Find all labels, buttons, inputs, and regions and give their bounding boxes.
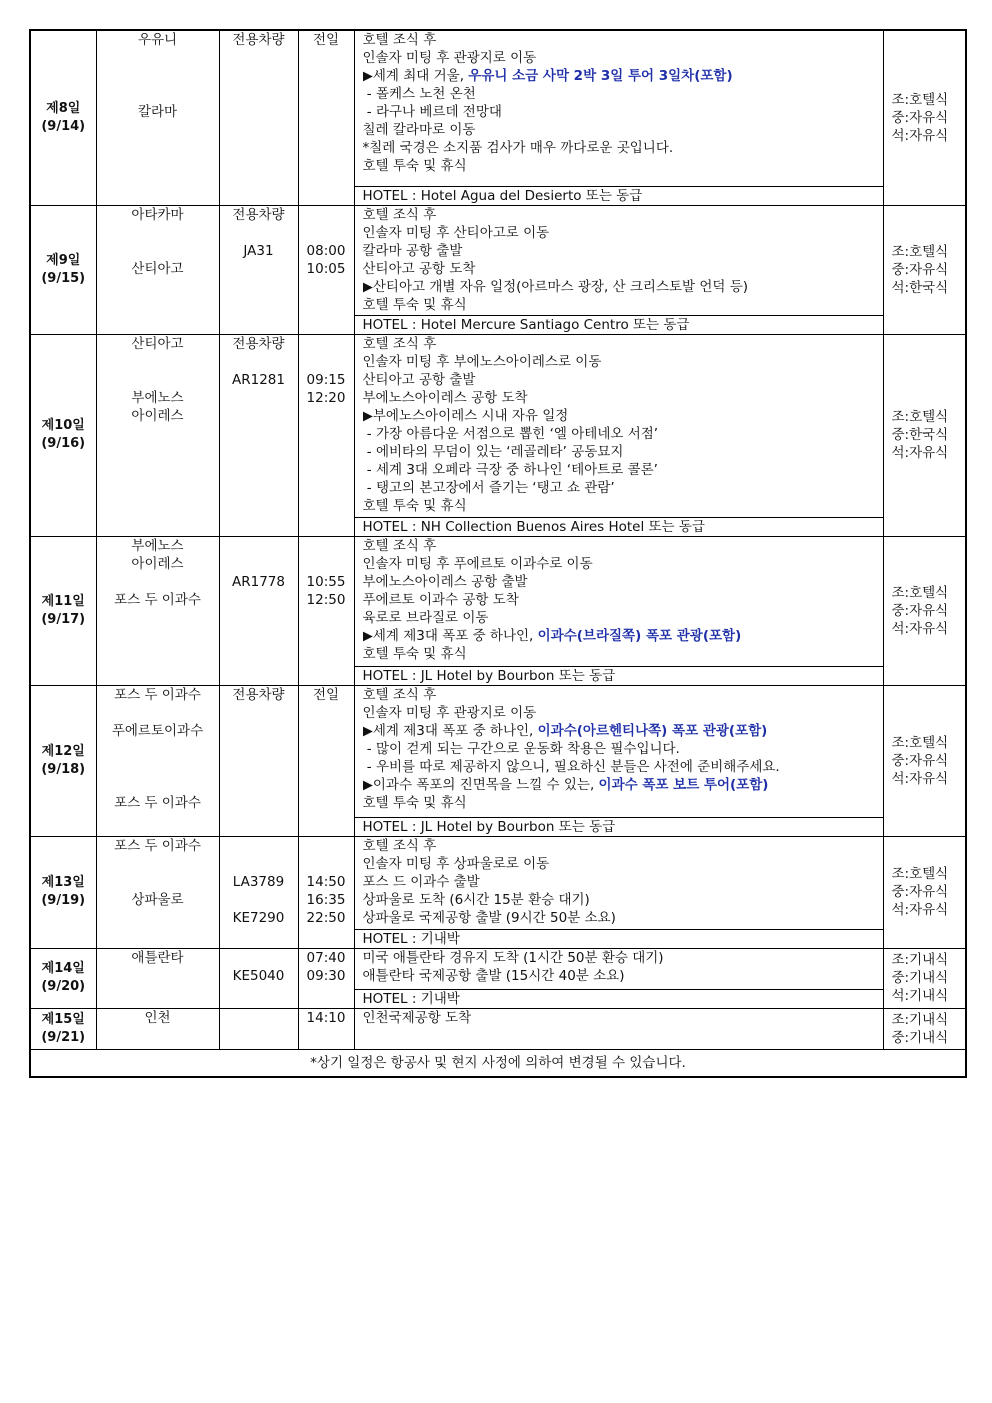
- city-name: [97, 873, 219, 891]
- hotel-line: HOTEL : 기내박: [355, 929, 883, 948]
- transport-label: [220, 555, 298, 573]
- schedule-line: [363, 242, 877, 260]
- city-name: [97, 139, 219, 157]
- city-name: 산티아고: [131, 260, 184, 277]
- city-name: 아이레스: [131, 407, 184, 424]
- meal-cell: [883, 536, 966, 685]
- city-name: [97, 85, 219, 103]
- schedule-line: [363, 776, 877, 794]
- city-name: [97, 758, 219, 776]
- day-label: 제11일: [41, 593, 85, 609]
- schedule-line: [363, 609, 877, 627]
- schedule-cell: [354, 536, 883, 685]
- time-value: 10:55: [306, 573, 346, 590]
- schedule-line: [363, 891, 877, 909]
- meal-item: 석:기내식: [891, 988, 949, 1004]
- schedule-line: [363, 758, 877, 776]
- city-name: [97, 371, 219, 389]
- schedule-line: [363, 407, 877, 425]
- transport-label: 전용차량: [232, 686, 285, 703]
- transport-label: [220, 224, 298, 242]
- day-row: [30, 334, 966, 536]
- city-cell: [96, 685, 219, 836]
- day-date: (9/21): [41, 1029, 86, 1045]
- hotel-line: HOTEL : Hotel Agua del Desierto 또는 동급: [355, 186, 883, 205]
- city-name: [97, 175, 219, 193]
- meal-item: 석:자유식: [891, 445, 949, 461]
- transport-label: [220, 537, 298, 555]
- city-cell: [96, 205, 219, 334]
- meal-item: 조:호텔식: [891, 409, 949, 425]
- schedule-line: [363, 1009, 877, 1027]
- time-value: [299, 855, 354, 873]
- trans-cell: [219, 948, 298, 1008]
- day-row: [30, 1008, 966, 1049]
- schedule-text: 호텔 조식 후: [362, 206, 437, 223]
- time-cell: [298, 948, 354, 1008]
- city-name: 애틀란타: [131, 949, 184, 966]
- time-cell: [298, 685, 354, 836]
- schedule-line: [363, 335, 877, 353]
- schedule-line: [363, 555, 877, 573]
- meal-item: 석:자유식: [891, 620, 949, 637]
- transport-label: [220, 837, 298, 855]
- schedule-text: 인솔자 미팅 후 관광지로 이동: [362, 704, 537, 721]
- time-cell: [298, 334, 354, 536]
- schedule-text: 포스 드 이과수 출발: [362, 873, 480, 890]
- day-label: 제10일: [41, 418, 85, 433]
- schedule-text: ▶이과수 폭포의 진면목을 느낄 수 있는,: [362, 776, 599, 793]
- time-value: [299, 335, 354, 353]
- schedule-text: 푸에르토 이과수 공항 도착: [362, 591, 519, 608]
- schedule-line: [363, 537, 877, 555]
- time-value: 22:50: [306, 909, 346, 926]
- city-name: [97, 573, 219, 591]
- schedule-line: [363, 704, 877, 722]
- transport-label: [220, 949, 298, 967]
- time-value: 08:00: [306, 242, 346, 259]
- meal-item: 중:자유식: [891, 602, 949, 619]
- meal-item: 중:자유식: [891, 109, 949, 126]
- schedule-text: ▶세계 제3대 폭포 중 하나인,: [362, 722, 538, 739]
- schedule-line: [363, 479, 877, 497]
- city-name: 인천: [144, 1009, 171, 1026]
- schedule-text: 칼라마 공항 출발: [362, 242, 463, 259]
- time-value: 09:30: [306, 967, 346, 984]
- day-cell: [30, 334, 96, 536]
- schedule-text: - 탱고의 본고장에서 즐기는 ‘탱고 쇼 관람’: [362, 479, 615, 496]
- day-label: 제13일: [41, 875, 85, 890]
- meal-cell: [883, 205, 966, 334]
- schedule-text: 산티아고 공항 도착: [362, 260, 476, 277]
- time-value: 전일: [312, 686, 340, 703]
- city-cell: [96, 334, 219, 536]
- schedule-text: - 가장 아름다운 서점으로 뽑힌 ‘엘 아테네오 서점’: [362, 425, 659, 442]
- footer-note: *상기 일정은 항공사 및 현지 사정에 의하여 변경될 수 있습니다.: [30, 1049, 966, 1077]
- day-cell: [30, 836, 96, 948]
- schedule-line: [363, 260, 877, 278]
- trans-cell: [219, 536, 298, 685]
- schedule-cell: [354, 334, 883, 536]
- schedule-line: [363, 206, 877, 224]
- schedule-line: [363, 389, 877, 407]
- city-name: 포스 두 이과수: [114, 837, 201, 854]
- day-date: (9/18): [41, 761, 86, 777]
- schedule-line: [363, 967, 877, 985]
- city-name: [97, 157, 219, 175]
- schedule-text: ▶부에노스아이레스 시내 자유 일정: [362, 407, 569, 424]
- schedule-text: 호텔 조식 후: [362, 537, 437, 554]
- transport-label: [220, 855, 298, 873]
- schedule-line: [363, 837, 877, 855]
- schedule-text: 칠레 칼라마로 이동: [362, 122, 476, 138]
- transport-label: 전용차량: [232, 206, 285, 223]
- meal-cell: [883, 948, 966, 1008]
- schedule-text: 인솔자 미팅 후 부에노스아이레스로 이동: [362, 353, 602, 370]
- meal-item: 조:호텔식: [891, 91, 949, 108]
- meal-item: 석:자유식: [891, 902, 949, 918]
- day-label: 제15일: [41, 1011, 85, 1027]
- day-label: 제12일: [41, 743, 85, 759]
- day-row: [30, 536, 966, 685]
- day-date: (9/15): [41, 270, 86, 286]
- schedule-text: 인솔자 미팅 후 산티아고로 이동: [362, 224, 550, 241]
- city-name: [97, 224, 219, 242]
- meal-item: 조:기내식: [891, 952, 949, 968]
- time-value: 10:05: [306, 260, 346, 277]
- schedule-line: [363, 85, 877, 103]
- city-name: 부에노스: [131, 389, 184, 406]
- hotel-line: HOTEL : JL Hotel by Bourbon 또는 동급: [355, 666, 883, 685]
- schedule-text: 육로로 브라질로 이동: [362, 609, 489, 626]
- city-cell: [96, 1008, 219, 1049]
- schedule-text: 미국 애틀란타 경유지 도착 (1시간 50분 환승 대기): [362, 949, 664, 966]
- hotel-line: HOTEL : 기내박: [355, 989, 883, 1008]
- schedule-text: - 에비타의 무덤이 있는 ‘레골레타’ 공동묘지: [362, 443, 624, 460]
- highlight-text: 이과수(아르헨티나쪽) 폭포 관광(포함): [537, 722, 768, 739]
- schedule-text: - 폴케스 노천 온천: [362, 86, 476, 102]
- schedule-text: 호텔 투숙 및 휴식: [362, 497, 467, 514]
- schedule-line: [363, 67, 877, 85]
- schedule-text: 부에노스아이레스 공항 도착: [362, 389, 528, 406]
- city-name: [97, 704, 219, 722]
- schedule-text: 호텔 투숙 및 휴식: [362, 296, 467, 313]
- trans-cell: [219, 1008, 298, 1049]
- city-name: [97, 121, 219, 139]
- city-cell: [96, 536, 219, 685]
- trans-cell: [219, 836, 298, 948]
- day-date: (9/19): [41, 893, 86, 908]
- day-row: [30, 836, 966, 948]
- schedule-cell: [354, 948, 883, 1008]
- city-name: 상파울로: [131, 891, 184, 908]
- schedule-line: [363, 573, 877, 591]
- schedule-text: 상파울로 국제공항 출발 (9시간 50분 소요): [362, 909, 616, 926]
- transport-label: AR1281: [232, 371, 285, 388]
- transport-label: AR1778: [232, 573, 285, 590]
- time-value: 16:35: [306, 891, 346, 908]
- transport-label: JA31: [243, 242, 274, 259]
- schedule-text: 산티아고 공항 출발: [362, 371, 476, 388]
- time-value: 07:40: [306, 949, 346, 966]
- day-cell: [30, 536, 96, 685]
- time-value: 12:50: [306, 591, 346, 608]
- footer-row: [30, 1049, 966, 1077]
- schedule-text: 상파울로 도착 (6시간 15분 환승 대기): [362, 891, 590, 908]
- day-label: 제9일: [46, 252, 81, 268]
- highlight-text: 이과수 폭포 보트 투어(포함): [598, 776, 769, 793]
- schedule-line: [363, 461, 877, 479]
- schedule-line: [363, 949, 877, 967]
- meal-item: 중:자유식: [891, 261, 949, 278]
- transport-label: 전용차량: [232, 335, 285, 352]
- meal-item: 조:호텔식: [891, 734, 949, 751]
- day-row: [30, 685, 966, 836]
- schedule-text: ▶세계 최대 거울,: [362, 68, 469, 84]
- meal-item: 조:호텔식: [891, 584, 949, 601]
- schedule-cell: [354, 205, 883, 334]
- schedule-text: 인솔자 미팅 후 상파울로로 이동: [362, 855, 550, 872]
- day-cell: [30, 30, 96, 205]
- transport-label: KE5040: [232, 967, 285, 984]
- time-cell: [298, 30, 354, 205]
- schedule-line: [363, 873, 877, 891]
- schedule-text: - 우비를 따로 제공하지 않으니, 필요하신 분들은 사전에 준비해주세요.: [362, 758, 780, 775]
- time-value: 전일: [312, 32, 340, 48]
- schedule-line: [363, 591, 877, 609]
- schedule-line: [363, 103, 877, 121]
- meal-cell: [883, 334, 966, 536]
- day-date: (9/16): [41, 436, 86, 451]
- trans-cell: [219, 334, 298, 536]
- schedule-text: *칠레 국경은 소지품 검사가 매우 까다로운 곳입니다.: [362, 140, 674, 156]
- city-name: 우유니: [137, 32, 178, 48]
- meal-item: 중:기내식: [891, 1029, 949, 1046]
- schedule-text: 호텔 투숙 및 휴식: [362, 794, 467, 811]
- schedule-line: [363, 740, 877, 758]
- day-cell: [30, 948, 96, 1008]
- schedule-line: [363, 722, 877, 740]
- city-name: 칼라마: [137, 104, 178, 120]
- schedule-cell: [354, 30, 883, 205]
- meal-cell: [883, 30, 966, 205]
- time-cell: [298, 536, 354, 685]
- city-name: 아타카마: [131, 206, 184, 223]
- city-name: 아이레스: [131, 555, 184, 572]
- city-name: 포스 두 이과수: [114, 794, 201, 811]
- schedule-line: [363, 278, 877, 296]
- day-date: (9/17): [41, 611, 86, 627]
- schedule-text: 호텔 조식 후: [362, 837, 437, 854]
- trans-cell: [219, 205, 298, 334]
- meal-cell: [883, 685, 966, 836]
- schedule-line: [363, 443, 877, 461]
- meal-item: 석:한국식: [891, 279, 949, 296]
- time-value: [299, 206, 354, 224]
- schedule-text: - 세계 3대 오페라 극장 중 하나인 ‘테아트로 콜론’: [362, 461, 658, 478]
- city-name: 산티아고: [131, 335, 184, 352]
- meal-item: 조:호텔식: [891, 866, 949, 882]
- city-name: 포스 두 이과수: [114, 591, 201, 608]
- city-name: [97, 740, 219, 758]
- time-cell: [298, 836, 354, 948]
- city-name: [97, 67, 219, 85]
- city-name: 포스 두 이과수: [114, 686, 201, 703]
- schedule-cell: [354, 685, 883, 836]
- hotel-line: HOTEL : JL Hotel by Bourbon 또는 동급: [355, 817, 883, 836]
- schedule-text: 인솔자 미팅 후 관광지로 이동: [362, 50, 537, 66]
- trans-cell: [219, 30, 298, 205]
- schedule-text: 부에노스아이레스 공항 출발: [362, 573, 528, 590]
- city-cell: [96, 836, 219, 948]
- schedule-line: [363, 645, 877, 663]
- day-date: (9/20): [41, 979, 86, 994]
- time-cell: [298, 205, 354, 334]
- time-value: 09:15: [306, 371, 346, 388]
- meal-item: 중:자유식: [891, 884, 949, 900]
- meal-cell: [883, 1008, 966, 1049]
- schedule-line: [363, 794, 877, 812]
- transport-label: LA3789: [232, 873, 285, 890]
- trans-cell: [219, 685, 298, 836]
- itinerary-table: [29, 29, 967, 1078]
- time-cell: [298, 1008, 354, 1049]
- schedule-line: [363, 627, 877, 645]
- time-value: 14:50: [306, 873, 346, 890]
- time-value: [299, 837, 354, 855]
- meal-item: 조:기내식: [891, 1011, 949, 1028]
- city-name: [97, 855, 219, 873]
- city-cell: [96, 948, 219, 1008]
- hotel-line: HOTEL : Hotel Mercure Santiago Centro 또는 동급: [355, 315, 883, 334]
- schedule-line: [363, 686, 877, 704]
- schedule-line: [363, 296, 877, 314]
- day-cell: [30, 685, 96, 836]
- day-label: 제8일: [46, 100, 81, 116]
- schedule-text: ▶산티아고 개별 자유 일정(아르마스 광장, 산 크리스토발 언덕 등): [362, 278, 749, 295]
- transport-label: KE7290: [232, 909, 285, 926]
- meal-item: 석:자유식: [891, 770, 949, 787]
- schedule-text: 호텔 조식 후: [362, 335, 437, 352]
- schedule-text: 인천국제공항 도착: [362, 1009, 472, 1026]
- day-row: [30, 948, 966, 1008]
- transport-label: [220, 891, 298, 909]
- schedule-text: - 많이 걷게 되는 구간으로 운동화 착용은 필수입니다.: [362, 740, 680, 757]
- day-row: [30, 30, 966, 205]
- transport-label: [220, 353, 298, 371]
- city-name: [97, 353, 219, 371]
- city-name: 푸에르토이과수: [111, 722, 204, 739]
- time-value: [299, 224, 354, 242]
- schedule-line: [363, 497, 877, 515]
- city-name: [97, 49, 219, 67]
- transport-label: [220, 1009, 298, 1027]
- highlight-text: 우유니 소금 사막 2박 3일 투어 3일차(포함): [468, 68, 733, 84]
- schedule-text: 인솔자 미팅 후 푸에르토 이과수로 이동: [362, 555, 593, 572]
- schedule-text: 애틀란타 국제공항 출발 (15시간 40분 소요): [362, 967, 625, 984]
- schedule-cell: [354, 1008, 883, 1049]
- schedule-text: 호텔 조식 후: [362, 686, 437, 703]
- meal-cell: [883, 836, 966, 948]
- schedule-line: [363, 425, 877, 443]
- schedule-text: 호텔 투숙 및 휴식: [362, 158, 467, 174]
- day-date: (9/14): [41, 118, 86, 134]
- meal-item: 조:호텔식: [891, 243, 949, 260]
- schedule-text: 호텔 투숙 및 휴식: [362, 645, 467, 662]
- time-value: [299, 537, 354, 555]
- schedule-line: [363, 353, 877, 371]
- city-cell: [96, 30, 219, 205]
- schedule-line: [363, 139, 877, 157]
- city-name: 부에노스: [131, 537, 184, 554]
- schedule-line: [363, 31, 877, 49]
- schedule-line: [363, 909, 877, 927]
- schedule-cell: [354, 836, 883, 948]
- schedule-line: [363, 49, 877, 67]
- schedule-line: [363, 855, 877, 873]
- schedule-text: - 라구나 베르데 전망대: [362, 104, 502, 120]
- time-value: 12:20: [306, 389, 346, 406]
- transport-label: 전용차량: [232, 32, 285, 48]
- meal-item: 중:자유식: [891, 752, 949, 769]
- schedule-line: [363, 157, 877, 175]
- schedule-line: [363, 121, 877, 139]
- highlight-text: 이과수(브라질쪽) 폭포 관광(포함): [537, 627, 742, 644]
- schedule-line: [363, 224, 877, 242]
- time-value: 14:10: [306, 1009, 346, 1026]
- day-row: [30, 205, 966, 334]
- day-label: 제14일: [41, 961, 85, 976]
- schedule-text: 호텔 조식 후: [362, 32, 437, 48]
- day-cell: [30, 1008, 96, 1049]
- time-value: [299, 353, 354, 371]
- schedule-line: [363, 371, 877, 389]
- meal-item: 중:한국식: [891, 427, 949, 443]
- city-name: [97, 776, 219, 794]
- city-name: [97, 242, 219, 260]
- day-cell: [30, 205, 96, 334]
- schedule-text: ▶세계 제3대 폭포 중 하나인,: [362, 627, 538, 644]
- hotel-line: HOTEL : NH Collection Buenos Aires Hotel 또는 동급: [355, 517, 883, 536]
- time-value: [299, 555, 354, 573]
- meal-item: 석:자유식: [891, 127, 949, 144]
- meal-item: 중:기내식: [891, 970, 949, 986]
